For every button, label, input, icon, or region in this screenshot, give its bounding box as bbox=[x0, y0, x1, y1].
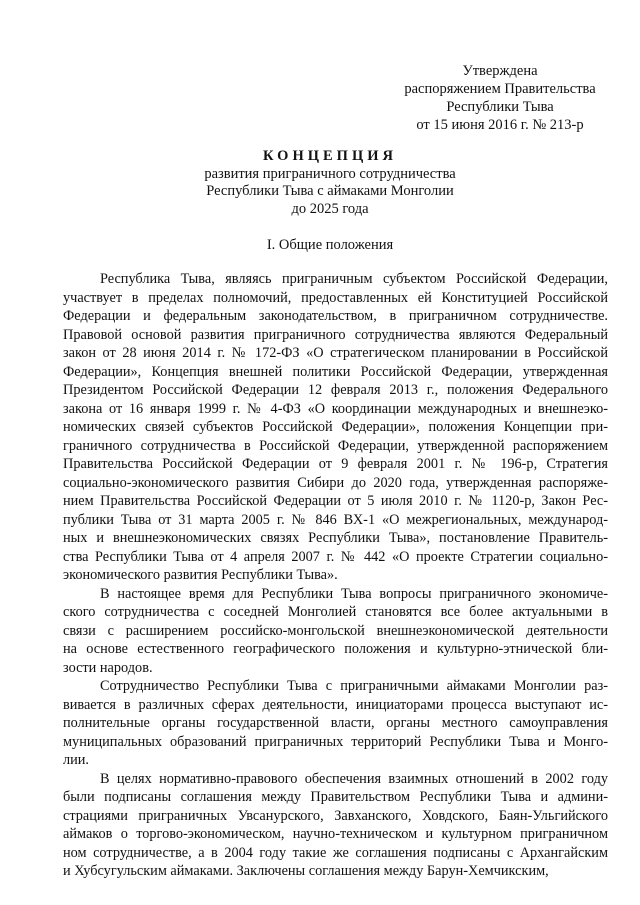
paragraph-line: нием Правительства Российской Федерации от 5 июля 2010 г. № 1120-р, Закон Рес- bbox=[63, 493, 608, 509]
approval-stamp bbox=[380, 62, 620, 134]
approval-line-1: Утверждена bbox=[462, 63, 538, 79]
paragraph-line: вивается в различных сферах деятельности, инициаторами процесса выступают ис- bbox=[63, 696, 608, 713]
paragraph-line: были подписаны соглашения между Правительством Республики Тыва и админи- bbox=[63, 789, 608, 805]
approval-line-3: Республики Тыва bbox=[446, 99, 554, 115]
paragraph bbox=[63, 770, 608, 881]
paragraph-line: социально-экономического развития Сибири до 2020 года, утвержденная распоряже- bbox=[63, 474, 608, 491]
paragraph-line: и Хубсугульским аймаками. Заключены соглашения между Барун-Хемчикским, bbox=[63, 863, 549, 879]
paragraph bbox=[63, 585, 608, 678]
paragraph-line: на основе естественного географического положения и культурно-этнической бли- bbox=[63, 641, 608, 657]
paragraph-line: В настоящее время для Республики Тыва вопросы приграничного экономиче- bbox=[100, 585, 608, 602]
title-line-1: развития приграничного сотрудничества bbox=[204, 165, 456, 182]
section-heading: I. Общие положения bbox=[266, 237, 394, 253]
paragraph-line: Правовой основой развития приграничного сотрудничества являются Федеральный bbox=[63, 326, 608, 343]
paragraph bbox=[63, 677, 608, 770]
document-kind: КОНЦЕПЦИЯ bbox=[263, 148, 397, 164]
paragraph-line: Федерации и федеральным законодательством, в приграничном сотрудничестве. bbox=[63, 308, 608, 324]
body-text bbox=[63, 270, 608, 881]
approval-line-2: распоряжением Правительства bbox=[404, 81, 596, 97]
paragraph-line: муниципальных образований приграничных территорий Республики Тыва и Монго- bbox=[63, 733, 608, 750]
paragraph-line: Республика Тыва, являясь приграничным субъектом Российской Федерации, bbox=[100, 271, 608, 287]
paragraph-line: полнительные органы государственной власти, органы местного самоуправления bbox=[63, 715, 608, 731]
paragraph bbox=[63, 270, 608, 585]
paragraph-line: лии. bbox=[63, 752, 90, 768]
approval-line-4: от 15 июня 2016 г. № 213-р bbox=[416, 117, 584, 133]
paragraph-line: участвует в пределах полномочий, предоставленных ей Конституцией Российской bbox=[63, 289, 608, 306]
paragraph-line: экономического развития Республики Тыва». bbox=[63, 567, 338, 583]
paragraph-line: Федерации», Концепция внешней политики Российской Федерации, утвержденная bbox=[63, 363, 608, 380]
title-line-3: до 2025 года bbox=[291, 200, 369, 217]
paragraph-line: номических связей субъектов Российской Федерации», положения Концепции при- bbox=[63, 419, 608, 435]
paragraph-line: В целях нормативно-правового обеспечения взаимных отношений в 2002 году bbox=[100, 770, 608, 787]
paragraph-line: зости народов. bbox=[63, 659, 153, 676]
paragraph-line: закон от 28 июня 2014 г. № 172-ФЗ «О стратегическом планировании в Российской bbox=[63, 345, 608, 361]
paragraph-line: закона от 16 января 1999 г. № 4-ФЗ «О координации международных и внешнеэко- bbox=[63, 400, 608, 417]
paragraph-line: Сотрудничество Республики Тыва с приграничными аймаками Монголии раз- bbox=[100, 678, 608, 694]
paragraph-line: Правительства Российской Федерации от 9 февраля 2001 г. № 196-р, Стратегия bbox=[63, 456, 608, 472]
paragraph-line: аймаков о торгово-экономическом, научно-техническом и культурном приграничном bbox=[63, 826, 608, 842]
paragraph-line: ского сотрудничества с соседней Монголией становятся все более актуальными в bbox=[63, 604, 608, 620]
paragraph-line: страциями приграничных Увсанурского, Завханского, Ховдского, Баян-Ульгийского bbox=[63, 807, 608, 824]
paragraph-line: связи с расширением российско-монгольской внешнеэкономической деятельности bbox=[63, 622, 608, 639]
paragraph-line: граничного сотрудничества в Российской Федерации, утвержденной распоряжением bbox=[63, 437, 608, 454]
paragraph-line: ном сотрудничестве, а в 2004 году такие же соглашения подписаны с Архангайским bbox=[63, 844, 608, 861]
paragraph-line: Президентом Российской Федерации 12 февраля 2013 г., положения Федерального bbox=[63, 382, 608, 398]
paragraph-line: ства Республики Тыва от 4 апреля 2007 г. № 442 «О проекте Стратегии социально- bbox=[63, 548, 608, 565]
paragraph-line: ных и внешнеэкономических связях Республики Тыва», постановление Правитель- bbox=[63, 530, 608, 546]
title-line-2: Республики Тыва с аймаками Монголии bbox=[206, 183, 454, 199]
paragraph-line: публики Тыва от 31 марта 2005 г. № 846 ВХ-1 «О межрегиональных, международ- bbox=[63, 511, 608, 528]
document-title bbox=[60, 148, 600, 218]
